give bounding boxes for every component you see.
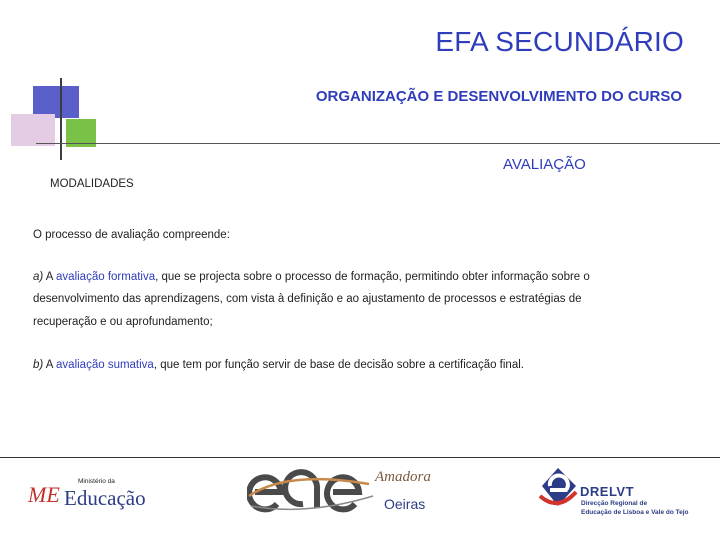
item-a-term: avaliação formativa [56, 271, 156, 283]
drelvt-emblem-icon [538, 466, 578, 510]
page-title: EFA SECUNDÁRIO [435, 26, 684, 57]
drelvt-subtitle-1: Direcção Regional de [581, 500, 648, 507]
section-title: AVALIAÇÃO [503, 156, 586, 173]
eae-oeiras-text: Oeiras [384, 496, 426, 512]
drelvt-name: DRELVT [580, 484, 635, 499]
decor-pink-square [11, 114, 55, 146]
me-mark: ME [28, 482, 60, 507]
me-big-text: Educação [64, 486, 146, 510]
section-label: MODALIDADES [50, 178, 134, 190]
item-b-prefix: A [45, 359, 57, 371]
eae-letters-graphic [247, 466, 377, 518]
item-b-marker: b) [33, 359, 44, 371]
item-b-line [33, 360, 524, 372]
eae-amadora-text: Amadora [375, 469, 431, 485]
item-a-marker: a) [33, 271, 44, 283]
item-a-line3: recuperação e ou aprofundamento; [33, 316, 213, 328]
item-b-rest: , que tem por função servir de base de decisão sobre a certificação final. [153, 359, 524, 371]
me-small-text: Ministério da [78, 478, 115, 485]
item-a-prefix: A [45, 271, 57, 283]
drelvt-logo [538, 462, 708, 522]
eae-logo [247, 466, 443, 518]
item-a-line1 [33, 272, 590, 284]
item-a-line2: desenvolvimento das aprendizagens, com vista à definição e ao ajustamento de processos e estratégias de [33, 293, 582, 305]
ministerio-educacao-logo [28, 478, 150, 514]
page-subtitle: ORGANIZAÇÃO E DESENVOLVIMENTO DO CURSO [315, 88, 682, 105]
intro-text: O processo de avaliação compreende: [33, 229, 230, 241]
footer-divider [0, 457, 720, 458]
drelvt-subtitle-2: Educação de Lisboa e Vale do Tejo [581, 509, 689, 516]
item-b-term: avaliação sumativa [56, 359, 154, 371]
decor-vertical-line [60, 78, 62, 160]
item-a-rest: , que se projecta sobre o processo de formação, permitindo obter informação sobre o [155, 271, 590, 283]
header-divider [36, 143, 720, 144]
